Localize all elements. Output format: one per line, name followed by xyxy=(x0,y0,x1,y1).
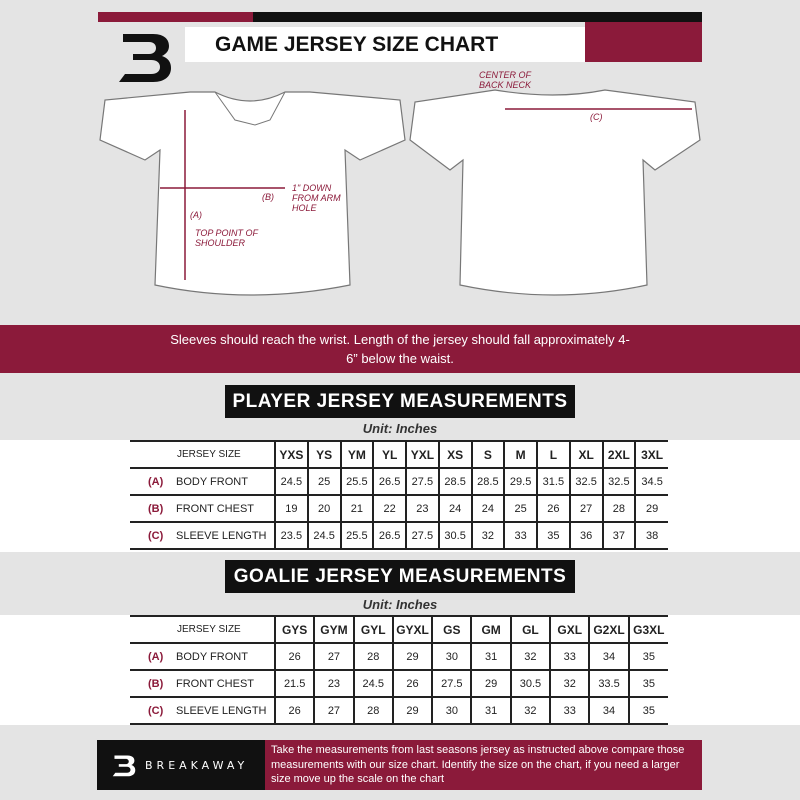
table-cell: 26 xyxy=(275,697,314,724)
table-cell: 28 xyxy=(603,495,636,522)
size-column-header: XL xyxy=(570,441,603,468)
top-accent-bar xyxy=(98,12,253,22)
size-column-header: GYL xyxy=(354,616,393,643)
measure-letter: (B) xyxy=(148,677,164,690)
label-c: (C) xyxy=(590,112,603,122)
table-cell: 23 xyxy=(314,670,353,697)
size-column-header: L xyxy=(537,441,570,468)
size-column-header: GYXL xyxy=(393,616,432,643)
table-row xyxy=(130,697,668,724)
size-column-header: 3XL xyxy=(635,441,668,468)
table-cell: 26.5 xyxy=(373,468,406,495)
fit-note-banner xyxy=(0,325,800,373)
measure-label: FRONT CHEST xyxy=(176,502,255,515)
arm-hole-label: 1" DOWN FROM ARM HOLE xyxy=(292,183,341,213)
table-cell: 28 xyxy=(354,697,393,724)
fit-note: Sleeves should reach the wrist. Length of the jersey should fall approximately 4-6” below the waist. xyxy=(170,332,630,366)
measure-letter: (A) xyxy=(148,650,164,663)
measure-label: BODY FRONT xyxy=(176,650,248,663)
table-cell: 25.5 xyxy=(341,522,374,549)
size-column-header: G3XL xyxy=(629,616,668,643)
size-column-header: GM xyxy=(471,616,510,643)
table-cell: 32.5 xyxy=(570,468,603,495)
table-row xyxy=(130,468,668,495)
breakaway-logo xyxy=(115,28,175,84)
table-cell: 20 xyxy=(308,495,341,522)
player-section-title: PLAYER JERSEY MEASUREMENTS xyxy=(225,385,575,418)
size-header: JERSEY SIZE xyxy=(177,624,241,635)
size-column-header: GS xyxy=(432,616,471,643)
goalie-unit: Unit: Inches xyxy=(362,597,438,612)
table-cell: 35 xyxy=(629,643,668,670)
size-column-header: G2XL xyxy=(589,616,628,643)
table-cell: 29 xyxy=(393,697,432,724)
table-cell: 32 xyxy=(472,522,505,549)
table-cell: 26 xyxy=(275,643,314,670)
center-back-label: CENTER OF BACK NECK xyxy=(478,70,531,90)
table-cell: 27 xyxy=(314,643,353,670)
page-title: GAME JERSEY SIZE CHART xyxy=(185,27,585,62)
jersey-diagram xyxy=(95,80,715,300)
table-cell: 26.5 xyxy=(373,522,406,549)
goalie-size-table xyxy=(130,615,668,725)
table-row xyxy=(130,643,668,670)
table-cell: 25 xyxy=(504,495,537,522)
table-cell: 36 xyxy=(570,522,603,549)
table-cell: 32 xyxy=(550,670,589,697)
table-row xyxy=(130,522,668,549)
table-cell: 35 xyxy=(629,670,668,697)
size-column-header: YXL xyxy=(406,441,439,468)
table-cell: 31.5 xyxy=(537,468,570,495)
player-unit: Unit: Inches xyxy=(362,421,438,436)
size-column-header: GXL xyxy=(550,616,589,643)
table-row xyxy=(130,670,668,697)
table-cell: 31 xyxy=(471,697,510,724)
table-cell: 35 xyxy=(537,522,570,549)
measure-label: BODY FRONT xyxy=(176,475,248,488)
goalie-section-title: GOALIE JERSEY MEASUREMENTS xyxy=(225,560,575,593)
brand-name: BREAKAWAY xyxy=(145,759,249,772)
table-cell: 33 xyxy=(550,643,589,670)
label-a: (A) xyxy=(190,210,202,220)
size-column-header: YL xyxy=(373,441,406,468)
table-cell: 34.5 xyxy=(635,468,668,495)
label-b: (B) xyxy=(262,192,274,202)
table-cell: 27.5 xyxy=(432,670,471,697)
size-column-header: 2XL xyxy=(603,441,636,468)
table-cell: 21 xyxy=(341,495,374,522)
player-size-table xyxy=(130,440,668,550)
table-cell: 31 xyxy=(471,643,510,670)
size-column-header: M xyxy=(504,441,537,468)
table-cell: 30.5 xyxy=(511,670,550,697)
table-cell: 35 xyxy=(629,697,668,724)
measure-letter: (C) xyxy=(148,704,164,717)
table-cell: 30.5 xyxy=(439,522,472,549)
title-accent-block xyxy=(585,22,702,62)
table-cell: 24.5 xyxy=(308,522,341,549)
table-cell: 37 xyxy=(603,522,636,549)
table-cell: 29.5 xyxy=(504,468,537,495)
table-cell: 27 xyxy=(570,495,603,522)
table-cell: 32 xyxy=(511,643,550,670)
table-cell: 28.5 xyxy=(472,468,505,495)
table-cell: 29 xyxy=(393,643,432,670)
table-cell: 24 xyxy=(472,495,505,522)
footer-logo-icon xyxy=(111,750,137,780)
table-cell: 33 xyxy=(550,697,589,724)
measure-letter: (C) xyxy=(148,529,164,542)
table-cell: 33 xyxy=(504,522,537,549)
table-row xyxy=(130,495,668,522)
table-cell: 29 xyxy=(471,670,510,697)
jersey-back-shape xyxy=(410,90,700,295)
table-cell: 24.5 xyxy=(275,468,308,495)
measure-letter: (B) xyxy=(148,502,164,515)
table-cell: 30 xyxy=(432,697,471,724)
table-cell: 33.5 xyxy=(589,670,628,697)
table-cell: 32.5 xyxy=(603,468,636,495)
table-cell: 38 xyxy=(635,522,668,549)
footer-instructions: Take the measurements from last seasons jersey as instructed above compare those measurements with our size chart. Identify the size on the chart, if you need a larger size move up the scale on the chart xyxy=(265,740,702,790)
measure-label: SLEEVE LENGTH xyxy=(176,529,267,542)
table-cell: 26 xyxy=(537,495,570,522)
table-cell: 24.5 xyxy=(354,670,393,697)
table-cell: 30 xyxy=(432,643,471,670)
size-column-header: GL xyxy=(511,616,550,643)
size-column-header: YXS xyxy=(275,441,308,468)
table-cell: 21.5 xyxy=(275,670,314,697)
table-cell: 24 xyxy=(439,495,472,522)
table-cell: 25 xyxy=(308,468,341,495)
table-cell: 26 xyxy=(393,670,432,697)
size-column-header: GYM xyxy=(314,616,353,643)
size-column-header: GYS xyxy=(275,616,314,643)
table-cell: 25.5 xyxy=(341,468,374,495)
table-cell: 34 xyxy=(589,643,628,670)
table-cell: 27.5 xyxy=(406,522,439,549)
size-header: JERSEY SIZE xyxy=(177,449,241,460)
table-cell: 23.5 xyxy=(275,522,308,549)
table-cell: 23 xyxy=(406,495,439,522)
table-cell: 27 xyxy=(314,697,353,724)
size-column-header: YM xyxy=(341,441,374,468)
table-cell: 29 xyxy=(635,495,668,522)
measure-label: SLEEVE LENGTH xyxy=(176,704,267,717)
top-black-bar xyxy=(253,12,702,22)
table-cell: 34 xyxy=(589,697,628,724)
footer-brand xyxy=(97,740,265,790)
table-cell: 32 xyxy=(511,697,550,724)
size-column-header: YS xyxy=(308,441,341,468)
table-header-row xyxy=(130,616,668,643)
size-column-header: XS xyxy=(439,441,472,468)
table-cell: 19 xyxy=(275,495,308,522)
top-point-label: TOP POINT OF SHOULDER xyxy=(195,228,258,248)
table-cell: 22 xyxy=(373,495,406,522)
table-cell: 27.5 xyxy=(406,468,439,495)
table-header-row xyxy=(130,441,668,468)
table-cell: 28 xyxy=(354,643,393,670)
size-column-header: S xyxy=(472,441,505,468)
table-cell: 28.5 xyxy=(439,468,472,495)
measure-letter: (A) xyxy=(148,475,164,488)
jersey-front-shape xyxy=(100,92,405,295)
measure-label: FRONT CHEST xyxy=(176,677,255,690)
